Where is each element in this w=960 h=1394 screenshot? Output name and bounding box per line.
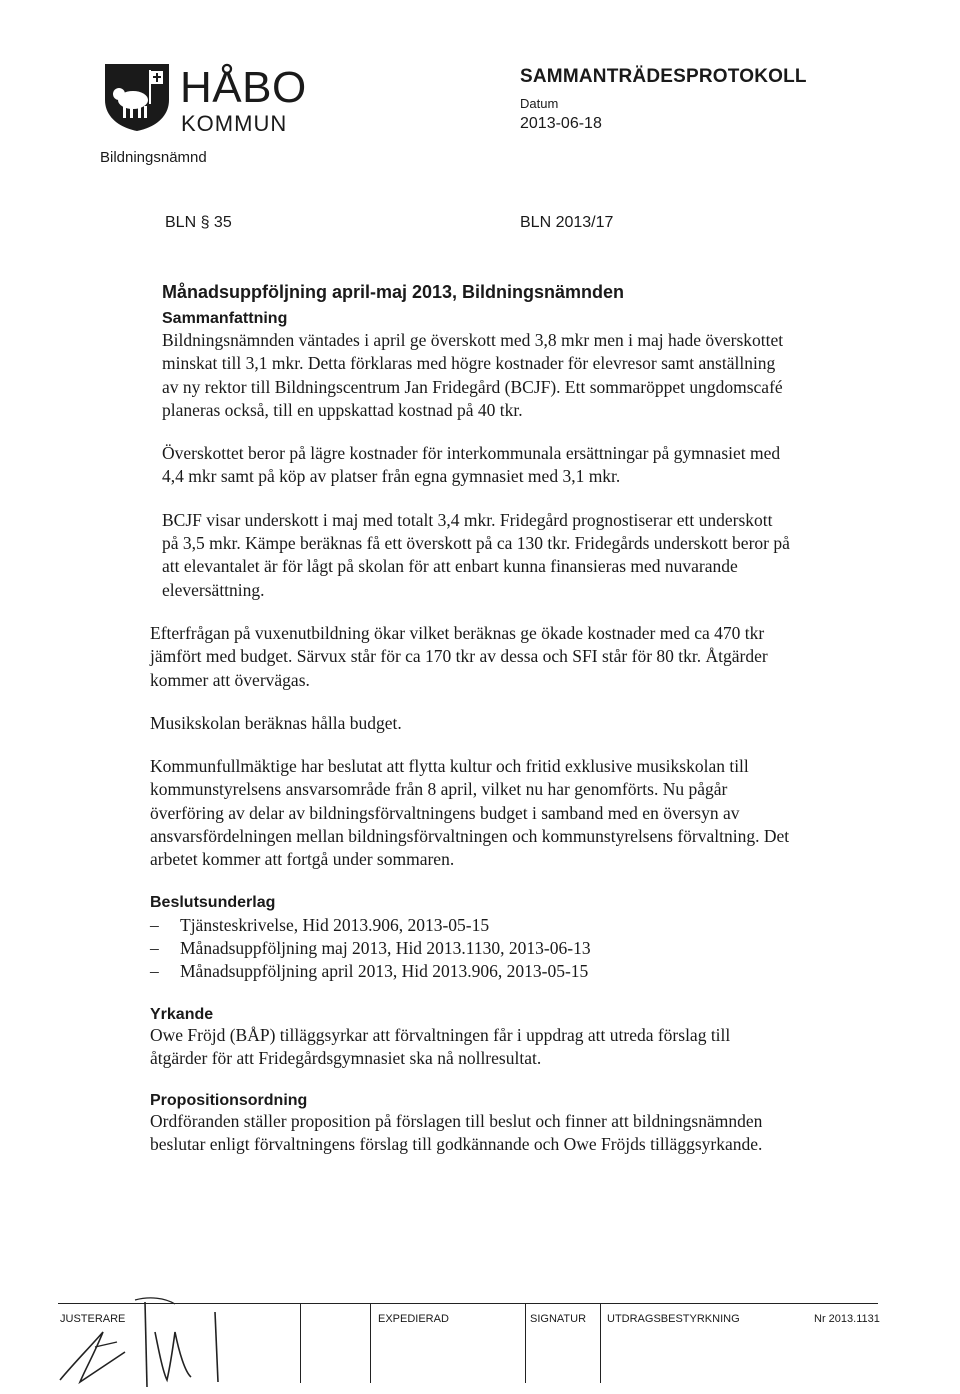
motion-heading: Yrkande — [150, 1005, 214, 1023]
footer-column-divider — [600, 1303, 601, 1383]
motion-text: Owe Fröjd (BÅP) tilläggsyrkar att förvaltningen får i uppdrag att utreda förslag till åtgärder för att Fridegårdsgymnasiet ska nå nollresultat. — [150, 1024, 731, 1068]
footer-number: Nr 2013.1131 — [814, 1313, 880, 1325]
decision-basis-heading: Beslutsunderlag — [150, 893, 276, 911]
footer-justerare-label: JUSTERARE — [60, 1313, 126, 1325]
handwritten-signature-icon — [55, 1292, 295, 1392]
document-title: Månadsuppföljning april-maj 2013, Bildningsnämnden — [162, 282, 625, 302]
document-body — [150, 282, 790, 1157]
summary-paragraph: Överskottet beror på lägre kostnader för interkommunala ersättningar på gymnasiet med 4,4 mkr samt på köp av platser från egna gymnasiet med 3,1 mkr. — [162, 443, 781, 487]
footer-column-divider — [300, 1303, 301, 1383]
list-item: – Månadsuppföljning april 2013, Hid 2013.906, 2013-05-15 — [150, 960, 790, 983]
footer-signatur-label: SIGNATUR — [530, 1313, 587, 1325]
municipality-crest-icon — [103, 62, 171, 132]
summary-paragraph: Musikskolan beräknas hålla budget. — [150, 712, 402, 733]
list-item: – Tjänsteskrivelse, Hid 2013.906, 2013-05-15 — [150, 914, 790, 937]
date-label: Datum — [520, 96, 559, 111]
org-name: HÅBO — [180, 63, 307, 112]
summary-paragraph: Kommunfullmäktige har beslutat att flytta kultur och fritid exklusive musikskolan till kommunstyrelsens ansvarsområde från 8 april, vilket nu har genomförts. Nu pågår överföring av delar av bildningsförvaltningens budget i samband med en översyn av ansvarsfördelningen mellan bildningsförvaltningen och kommunstyrelsens förvaltning. Det arbetet kommer att fortgå under sommaren. — [150, 756, 790, 870]
paragraph-reference: BLN § 35 — [165, 214, 232, 231]
footer-utdragsbestyrkning-label: UTDRAGSBESTYRKNING — [607, 1313, 740, 1325]
org-subtitle: KOMMUN — [181, 111, 288, 136]
summary-paragraph: BCJF visar underskott i maj med totalt 3,4 mkr. Fridegård prognostiserar ett underskott på 3,5 mkr. Kämpe beräknas få ett överskott på ca 130 tkr. Fridegårds underskott beror på att elevantalet är för lågt på skolan för att enbart kunna finansieras med nuvarande eleversättning. — [162, 509, 790, 600]
summary-paragraph: Efterfrågan på vuxenutbildning ökar vilket beräknas ge ökade kostnader med ca 470 tkr jämfört med budget. Särvux står för ca 170 tkr av dessa och SFI står för 80 tkr. Åtgärder kommer att övervägas. — [150, 622, 768, 690]
proposition-heading: Propositionsordning — [150, 1092, 308, 1110]
case-reference: BLN 2013/17 — [520, 214, 614, 231]
footer-column-divider — [525, 1303, 526, 1383]
department: Bildningsnämnd — [100, 149, 207, 166]
summary-heading: Sammanfattning — [162, 310, 288, 327]
document-type: SAMMANTRÄDESPROTOKOLL — [520, 66, 807, 87]
decision-basis-list — [150, 914, 790, 984]
footer-expedierad-label: EXPEDIERAD — [378, 1313, 449, 1325]
proposition-text: Ordföranden ställer proposition på förslagen till beslut och finner att bildningsnämnden beslutar enligt förvaltningens förslag till godkännande och Owe Fröjds tilläggsyrkande. — [150, 1111, 763, 1155]
footer-column-divider — [370, 1303, 371, 1383]
list-item: – Månadsuppföljning maj 2013, Hid 2013.1130, 2013-06-13 — [150, 937, 790, 960]
date-value: 2013-06-18 — [520, 115, 602, 132]
summary-paragraph: Bildningsnämnden väntades i april ge överskott med 3,8 mkr men i maj hade överskottet minskat till 3,1 mkr. Detta förklaras med högre kostnader för elevresor samt anställning av ny rektor till Bildningscentrum Jan Fridegård (BCJF). Ett sommaröppet ungdomscafé planeras också, till en uppskattad kostnad på 40 tkr. — [162, 330, 784, 420]
